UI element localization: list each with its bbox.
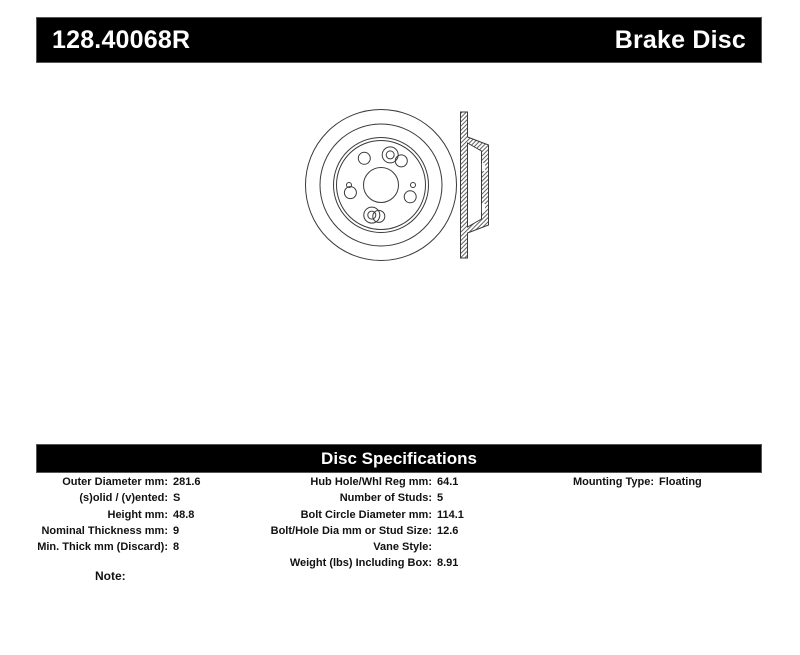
spec-value: 281.6 xyxy=(173,476,201,488)
hub-inner-circle xyxy=(337,141,426,230)
spec-label: Number of Studs: xyxy=(339,492,432,505)
spec-row xyxy=(255,474,464,490)
stud-hole xyxy=(358,152,370,164)
center-hole xyxy=(364,168,399,203)
outer-diameter-circle xyxy=(306,110,457,261)
spec-label: Mounting Type: xyxy=(572,476,654,488)
stud-hole xyxy=(344,187,356,199)
countersunk-hole-outer xyxy=(364,207,380,223)
spec-row xyxy=(36,507,201,523)
spec-label: Vane Style: xyxy=(373,541,432,554)
spec-label: Height mm: xyxy=(107,508,168,521)
spec-value: 64.1 xyxy=(437,476,459,488)
spec-label: Bolt Circle Diameter mm: xyxy=(300,508,432,521)
hub-outer-circle xyxy=(334,138,429,233)
spec-label: (s)olid / (v)ented: xyxy=(79,492,168,505)
spec-row xyxy=(255,539,464,555)
spec-column-middle xyxy=(255,474,464,572)
lug-hole-gap xyxy=(482,163,485,171)
note-label: Note: xyxy=(95,569,126,583)
spec-row xyxy=(36,490,201,506)
brake-disc-front-view xyxy=(306,110,457,261)
spec-row xyxy=(36,474,201,490)
spec-value: S xyxy=(173,492,181,505)
set-screw-hole xyxy=(411,183,416,188)
spec-label: Bolt/Hole Dia mm or Stud Size: xyxy=(270,524,432,537)
spec-label: Weight (lbs) Including Box: xyxy=(289,557,432,570)
stud-hole xyxy=(404,191,416,203)
spec-value: 48.8 xyxy=(173,508,195,521)
spec-value: 5 xyxy=(437,492,444,505)
spec-row xyxy=(36,539,201,555)
part-number: 128.40068R xyxy=(52,25,191,54)
spec-label: Hub Hole/Whl Reg mm: xyxy=(310,476,432,488)
spec-label: Nominal Thickness mm: xyxy=(41,524,168,537)
spec-row xyxy=(36,523,201,539)
spec-row xyxy=(255,507,464,523)
spec-value: 114.1 xyxy=(437,508,464,521)
spec-label: Outer Diameter mm: xyxy=(62,476,168,488)
spec-column-right xyxy=(520,474,702,490)
brake-disc-cross-section xyxy=(461,112,489,258)
section-title: Disc Specifications xyxy=(321,448,477,468)
friction-surface-circle xyxy=(320,124,442,246)
spec-value: 8 xyxy=(173,541,180,554)
countersunk-hole-inner xyxy=(368,211,376,219)
page-title: Brake Disc xyxy=(614,25,746,54)
spec-value: 9 xyxy=(173,524,180,537)
spec-label: Min. Thick mm (Discard): xyxy=(37,541,168,554)
spec-row xyxy=(255,490,464,506)
spec-row xyxy=(255,523,464,539)
spec-value: Floating xyxy=(659,476,702,488)
countersunk-hole-inner xyxy=(386,151,394,159)
spec-value: 8.91 xyxy=(437,557,459,570)
stud-hole xyxy=(395,155,407,167)
cross-section-profile xyxy=(461,112,489,258)
countersunk-hole-outer xyxy=(382,147,398,163)
spec-row xyxy=(255,555,464,571)
spec-column-left xyxy=(36,474,201,555)
lug-hole-gap xyxy=(482,204,485,212)
spec-row xyxy=(520,474,702,490)
spec-value: 12.6 xyxy=(437,524,459,537)
disc-specifications-header xyxy=(36,444,762,473)
